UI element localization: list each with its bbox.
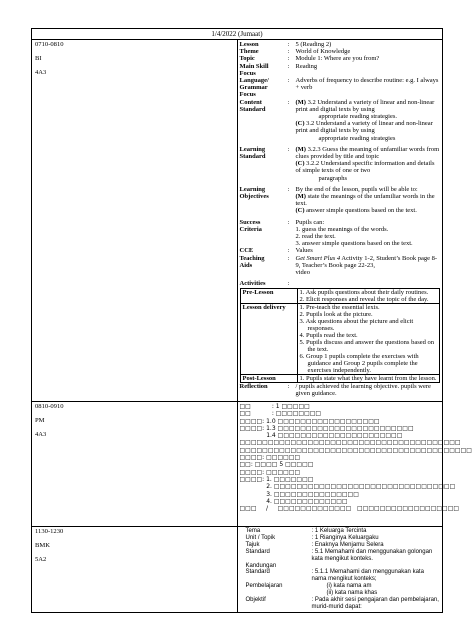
- class-label: 4A3: [35, 69, 47, 76]
- bm-row: Tajuk : Enaknya Menjamu Selera: [245, 541, 384, 548]
- bm-row: (ii) kata nama khas: [311, 590, 378, 597]
- success-criteria-row: Success Criteria : Pupils can: 1. guess the meanings of the words. 2. read the text. 3. answer simple questions based on the text.: [239, 218, 413, 248]
- subject-label: BI: [35, 55, 42, 62]
- class-label: 4A3: [35, 431, 47, 438]
- objectives-row: Learning Objectives : By the end of the lesson, pupils will be able to: (M) state the meanings of the unfamiliar words in the text. (C) answer simple questions based on the text.: [239, 185, 435, 215]
- pm-line: □□□□: 1. □□□□□□□: [239, 475, 314, 483]
- skill-row: Main Skill Focus : Reading: [239, 62, 318, 77]
- section-bi-content: [237, 40, 443, 402]
- section-bmk-content: [237, 527, 443, 613]
- post-lesson-steps: 1. Pupils state what they have learnt from the lesson.: [297, 374, 440, 382]
- bm-row: Objektif : Pada akhir sesi pengajaran dan pembelajaran, murid-murid dapat:: [245, 597, 439, 610]
- section-bi-left: [32, 40, 238, 402]
- section-pm-left: [32, 402, 238, 527]
- pm-line: □□□□: □□□□□□: [239, 468, 301, 476]
- teaching-aids-row: Teaching Aids : Get Smart Plus 4 Activity 1-2, Student’s Book page 8-9, Teacher’s Book page 22-23, video: [239, 254, 438, 277]
- pre-lesson-steps: 1. Ask pupils questions about their daily routines. 2. Elicit responses and reveal the topic of the day.: [297, 288, 440, 303]
- lesson-plan-table: [31, 28, 472, 613]
- activities-table: [240, 288, 441, 383]
- pm-line: □□□□: 1.3 □□□□□□□□□□□□□□□□□□□□□□□□: [239, 424, 414, 432]
- lesson-row: Lesson : 5 (Reading 2): [239, 41, 332, 48]
- time-label: 1130-1230: [35, 528, 64, 535]
- subject-label: PM: [35, 417, 45, 424]
- pm-line: 2. □□□□□□□□□□□□□□□□□□□□□□□□□□□□□□□□: [239, 483, 456, 491]
- lesson-plan-page: [31, 28, 472, 613]
- pm-line: □□ : □□□□□□□□: [239, 410, 322, 418]
- time-label: 0710-0810: [35, 41, 64, 48]
- pm-line: □□□□□□□□□□□□□□□□□□□□□□□□□□□□□□□□□□□□□□□□□: [239, 446, 472, 454]
- bm-row: Pembelajaran (i) kata nama am: [245, 583, 372, 590]
- pm-line: □□: □□□□ 5 □□□□□: [239, 461, 314, 469]
- date-header: 1/4/2022 (Jumaat): [32, 29, 443, 40]
- pm-line: □□□□□□□□□□□□□□□□□□□□□□□□□□□□□□□□□□□□□□□: [239, 439, 461, 447]
- lesson-delivery-label: Lesson delivery: [240, 303, 297, 374]
- class-label: 5A2: [35, 556, 47, 563]
- pm-line: □□□ / □□□□□□□□□□□□□ □□□□□□□□□□□□□□□□□□: [239, 505, 460, 513]
- lesson-delivery-steps: 1. Pre-teach the essential lexis. 2. Pupils look at the picture. 3. Ask questions about the picture and elicit responses. 4. Pupils read the text. 5. Pupils discuss and answer the questions based on the text. 6. Group 1 pupils complete the exercises with guidance and Group 2 pupils complete the exercises independently.: [297, 303, 440, 374]
- pm-line: 1.4 □□□□□□□□□□□□□□□□□□□□□□: [239, 432, 403, 440]
- reflection-row: Reflection : / pupils achieved the learning objective. pupils were given guidance.: [239, 382, 431, 397]
- pm-line: □□□□: □□□□□□: [239, 454, 301, 462]
- pm-line: □□□□: 1.0 □□□□□□□□□□□□□□□□□□: [239, 417, 380, 425]
- content-standard-row: Content Standard : (M) 3.2 Understand a variety of linear and non-linear print and digital texts by using appropriate reading strategies. (C) 3.2 Understand a variety of linear and non-linear print and digital texts by using appropriate reading strategies: [239, 98, 435, 142]
- pre-lesson-label: Pre-Lesson: [240, 288, 297, 303]
- bm-row: Kandungan: [245, 562, 277, 569]
- time-label: 0810-0910: [35, 403, 64, 410]
- language-row: Language/ Grammar Focus : Adverbs of frequency to describe routine: e.g. I always + verb: [239, 77, 439, 99]
- section-pm-content: [237, 402, 472, 527]
- topic-row: Topic : Module 1: Where are you from?: [239, 55, 380, 63]
- learning-standard-row: Learning Standard : (M) 3.2.3 Guess the meaning of unfamiliar words from clues provided by title and topic (C) 3.2.2 Understand specific information and details of simple texts of one or two paragraphs: [239, 145, 440, 182]
- theme-row: Theme : World of Knowledge: [239, 48, 351, 56]
- pm-line: □□ : 1 □□□□□: [239, 403, 310, 410]
- bm-row: Tema : 1 Keluarga Tercinta: [245, 528, 367, 534]
- activities-row: Activities :: [239, 280, 290, 288]
- pm-line: 3. □□□□□□□□□□□□□□□: [239, 490, 359, 498]
- post-lesson-label: Post-Lesson: [240, 374, 297, 382]
- section-bmk-left: [32, 527, 238, 613]
- cce-row: CCE : Values: [239, 247, 313, 255]
- bm-row: Standard : 5.1.1 Memahami dan menggunakan kata nama mengikut konteks;: [245, 569, 424, 583]
- subject-label: BMK: [35, 542, 51, 549]
- bm-row: Unit / Topik : 1 Rianginya Keluargaku: [245, 534, 379, 541]
- pm-line: 4. □□□□□□□□□□□□□: [239, 497, 348, 505]
- bm-row: Standard : 5.1 Memahami dan menggunakan golongan kata mengikut konteks.: [245, 548, 433, 562]
